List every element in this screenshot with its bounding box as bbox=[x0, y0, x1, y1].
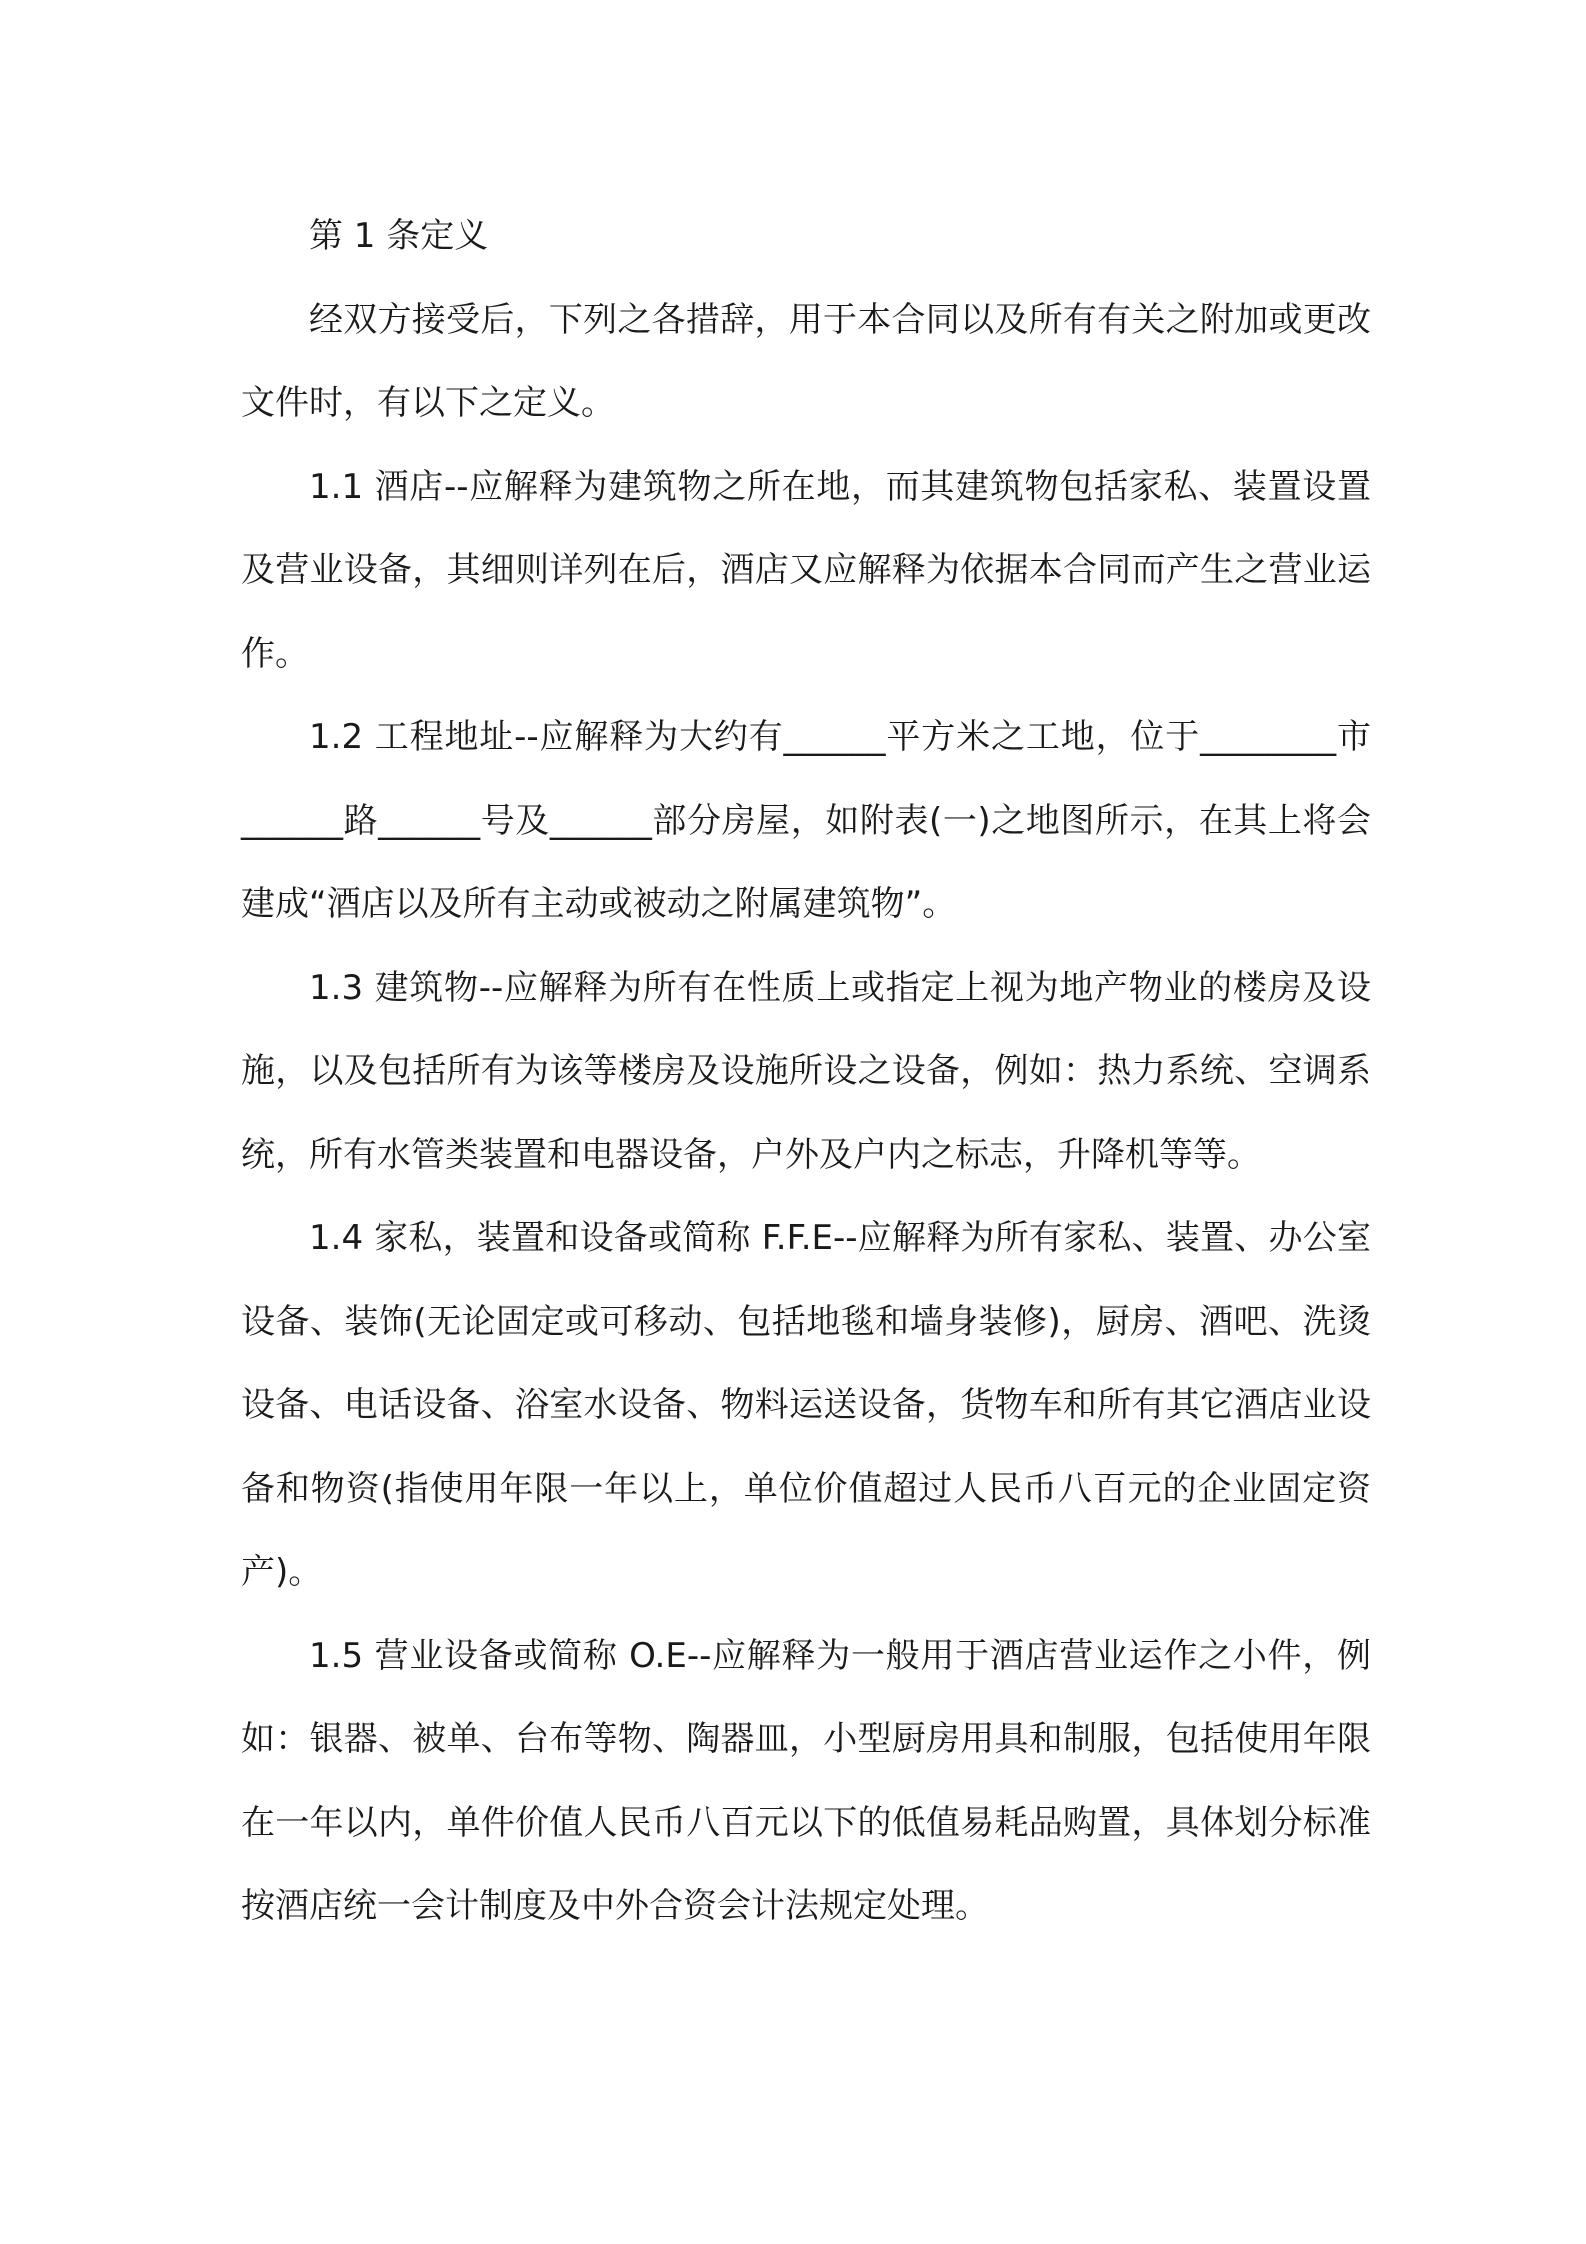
document-body bbox=[241, 195, 1371, 1949]
paragraph-1-5-oe: 1.5 营业设备或简称 O.E--应解释为一般用于酒店营业运作之小件，例如：银器、被单、台布等物、陶器皿，小型厨房用具和制服，包括使用年限在一年以内，单件价值人民币八百元以下的低值易耗品购置，具体划分标准按酒店统一会计制度及中外合资会计法规定处理。 bbox=[241, 1635, 1371, 1926]
paragraph-1-2-site-address: 1.2 工程地址--应解释为大约有______平方米之工地，位于________市______路______号及______部分房屋，如附表(一)之地图所示，在其上将会建成“酒店以及所有主动或被动之附属建筑物”。 bbox=[241, 717, 1371, 924]
paragraph-1-3-buildings: 1.3 建筑物--应解释为所有在性质上或指定上视为地产物业的楼房及设施，以及包括所有为该等楼房及设施所设之设备，例如：热力系统、空调系统，所有水管类装置和电器设备，户外及户内之标志，升降机等等。 bbox=[241, 967, 1371, 1175]
paragraph-intro: 经双方接受后，下列之各措辞，用于本合同以及所有有关之附加或更改文件时，有以下之定义。 bbox=[241, 299, 1371, 423]
paragraph-1-1-hotel: 1.1 酒店--应解释为建筑物之所在地，而其建筑物包括家私、装置设置及营业设备，其细则详列在后，酒店又应解释为依据本合同而产生之营业运作。 bbox=[241, 466, 1371, 674]
paragraph-1-4-ffe: 1.4 家私，装置和设备或简称 F.F.E--应解释为所有家私、装置、办公室设备、装饰(无论固定或可移动、包括地毯和墙身装修)，厨房、酒吧、洗烫设备、电话设备、浴室水设备、物料运送设备，货物车和所有其它酒店业设备和物资(指使用年限一年以上，单位价值超过人民币八百元的企业固定资产)。 bbox=[241, 1218, 1371, 1592]
section-heading: 第 1 条定义 bbox=[309, 216, 489, 256]
